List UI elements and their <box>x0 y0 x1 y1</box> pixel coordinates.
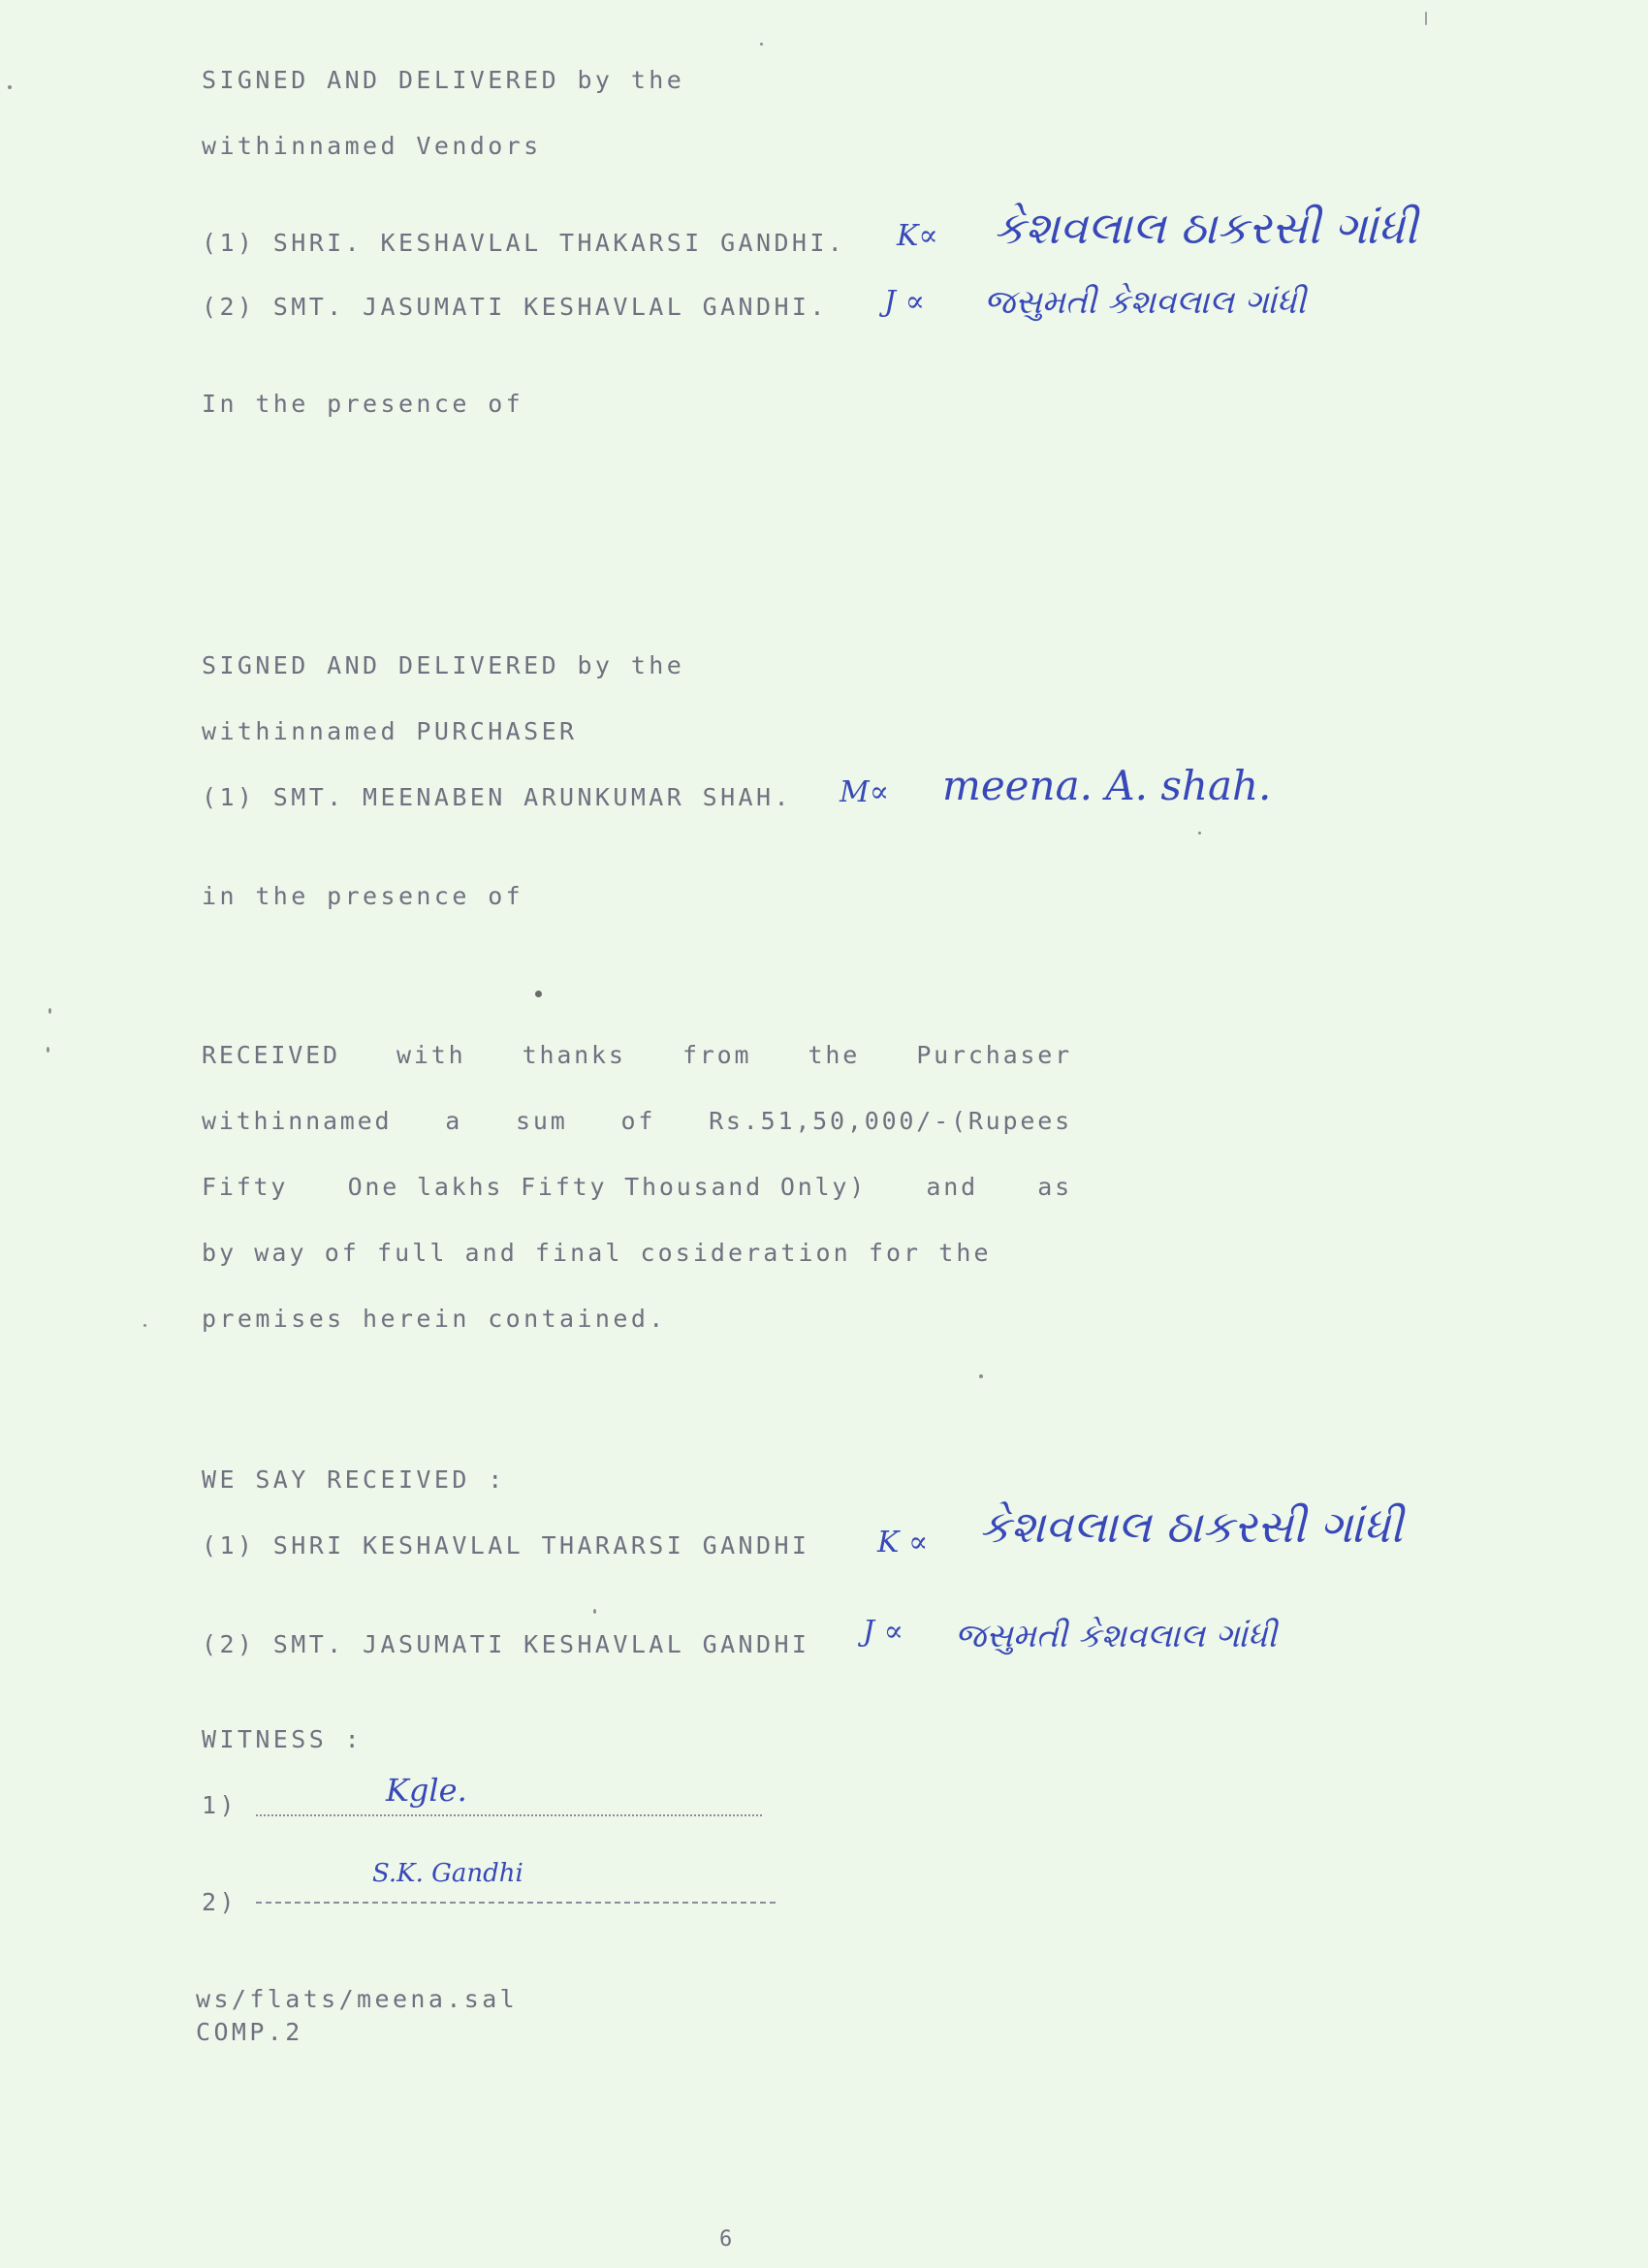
witness-1-signature: Kgle. <box>386 1772 467 1809</box>
we-say-received-heading: WE SAY RECEIVED : <box>202 1465 506 1494</box>
scan-speck <box>143 1324 146 1327</box>
purchaser-presence-label: in the presence of <box>202 882 524 910</box>
witness-1-label: 1) <box>202 1791 238 1819</box>
file-reference: ws/flats/meena.sal <box>196 1985 519 2013</box>
witness-1-signature-line <box>256 1814 762 1816</box>
receipt-signer-1-initials: K ∝ <box>877 1526 929 1559</box>
scan-mark <box>1425 12 1427 25</box>
scan-speck <box>8 85 12 89</box>
witness-2-signature-line <box>256 1902 776 1904</box>
witness-2-label: 2) <box>202 1888 238 1916</box>
comp-reference: COMP.2 <box>196 2018 303 2046</box>
vendor-1-name: (1) SHRI. KESHAVLAL THAKARSI GANDHI. <box>202 229 846 257</box>
receipt-signer-2-initials: J ∝ <box>863 1615 903 1649</box>
witness-heading: WITNESS : <box>202 1725 364 1753</box>
vendor-2-name: (2) SMT. JASUMATI KESHAVLAL GANDHI. <box>202 293 828 321</box>
receipt-line-1: RECEIVED with thanks from the Purchaser <box>202 1041 1072 1069</box>
vendor-1-initials: K∝ <box>897 219 938 253</box>
vendors-presence-label: In the presence of <box>202 390 524 418</box>
receipt-line-5: premises herein contained. <box>202 1305 667 1333</box>
scan-speck <box>760 43 763 46</box>
purchaser-subheading: withinnamed PURCHASER <box>202 717 578 745</box>
vendor-1-gujarati-signature: કેશવલાલ ઠાકરસી ગાંધી <box>994 202 1417 254</box>
page-number: 6 <box>719 2227 733 2252</box>
receipt-signer-2: (2) SMT. JASUMATI KESHAVLAL GANDHI <box>202 1630 810 1658</box>
purchaser-initials: M∝ <box>840 775 890 809</box>
scan-speck <box>979 1374 983 1378</box>
receipt-signer-2-gujarati-signature: જસુમતી કેશવલાલ ગાંધી <box>955 1617 1278 1655</box>
receipt-signer-1-gujarati-signature: કેશવલાલ ઠાકરસી ગાંધી <box>979 1500 1403 1553</box>
receipt-line-3: Fifty One lakhs Fifty Thousand Only) and as <box>202 1173 1072 1201</box>
receipt-signer-1: (1) SHRI KESHAVLAL THARARSI GANDHI <box>202 1531 810 1559</box>
vendor-2-gujarati-signature: જસુમતી કેશવલાલ ગાંધી <box>984 283 1307 322</box>
vendors-signed-heading: SIGNED AND DELIVERED by the <box>202 66 685 94</box>
scan-speck <box>47 1047 49 1053</box>
purchaser-signed-heading: SIGNED AND DELIVERED by the <box>202 651 685 679</box>
vendors-subheading: withinnamed Vendors <box>202 132 542 160</box>
witness-2-signature: S.K. Gandhi <box>372 1859 523 1888</box>
receipt-line-2: withinnamed a sum of Rs.51,50,000/-(Rupees <box>202 1107 1072 1135</box>
scan-speck <box>535 991 542 997</box>
purchaser-signature: meena. A. shah. <box>942 762 1272 809</box>
purchaser-1-name: (1) SMT. MEENABEN ARUNKUMAR SHAH. <box>202 783 792 811</box>
vendor-2-initials: J ∝ <box>884 285 925 319</box>
receipt-line-4: by way of full and final cosideration for the <box>202 1239 992 1267</box>
scan-speck <box>48 1008 51 1014</box>
scan-speck <box>593 1609 596 1614</box>
scan-speck <box>1198 832 1201 835</box>
